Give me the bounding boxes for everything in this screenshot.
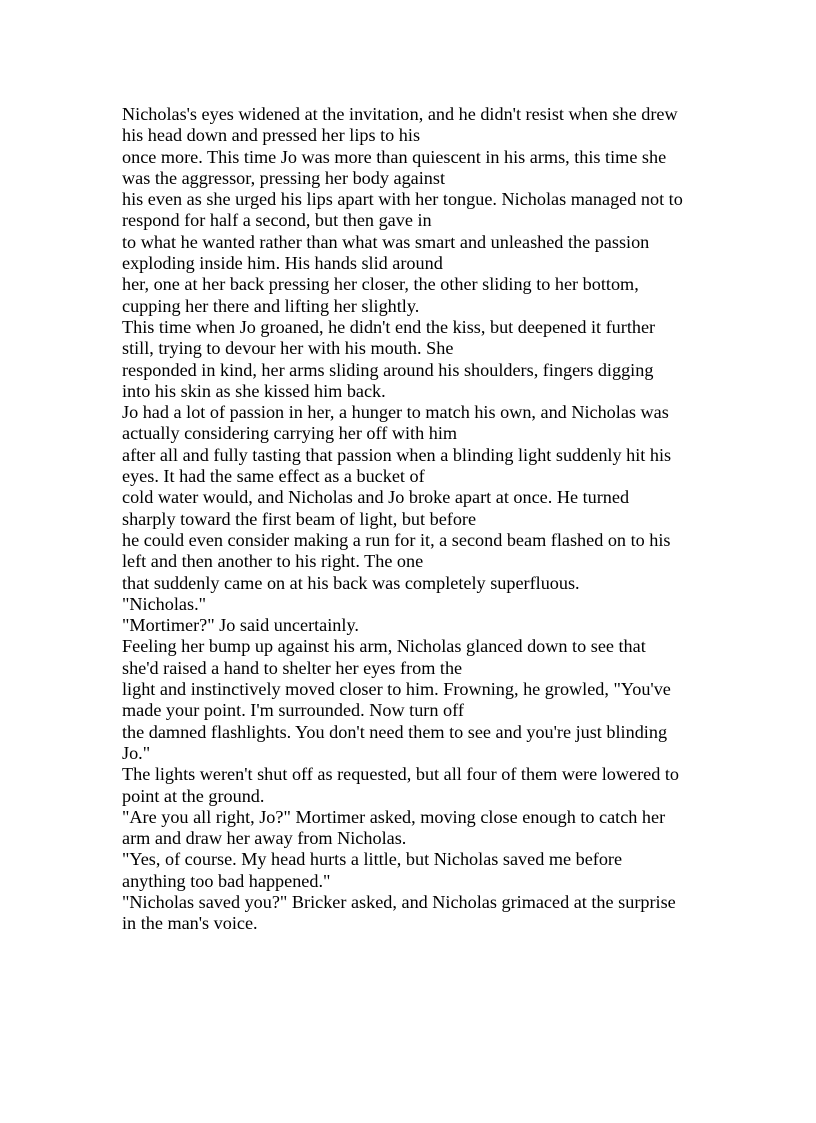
text-line: cupping her there and lifting her slightly. [122,295,420,316]
text-line: his head down and pressed her lips to his [122,125,421,146]
text-line: he could even consider making a run for it, a second beam flashed on to his [122,529,671,550]
body-text [122,104,712,935]
text-line: was the aggressor, pressing her body against [122,167,446,188]
text-line: arm and draw her away from Nicholas. [122,828,407,849]
text-line: actually considering carrying her off with him [122,423,458,444]
text-line: in the man's voice. [122,913,258,934]
text-line: the damned flashlights. You don't need them to see and you're just blinding [122,721,668,742]
text-line: anything too bad happened." [122,870,331,891]
text-line: that suddenly came on at his back was completely superfluous. [122,572,580,593]
text-line: Nicholas's eyes widened at the invitation, and he didn't resist when she drew [122,104,678,124]
text-line: exploding inside him. His hands slid around [122,253,443,274]
text-line: "Yes, of course. My head hurts a little, but Nicholas saved me before [122,849,623,870]
text-line: light and instinctively moved closer to him. Frowning, he growled, "You've [122,679,671,700]
text-line: Feeling her bump up against his arm, Nicholas glanced down to see that [122,636,646,657]
text-line: his even as she urged his lips apart with her tongue. Nicholas managed not to [122,189,683,210]
text-line: The lights weren't shut off as requested, but all four of them were lowered to [122,764,679,785]
text-line: she'd raised a hand to shelter her eyes from the [122,657,463,678]
text-line: eyes. It had the same effect as a bucket of [122,466,425,487]
text-line: This time when Jo groaned, he didn't end the kiss, but deepened it further [122,316,656,337]
text-line: Jo had a lot of passion in her, a hunger to match his own, and Nicholas was [122,402,669,423]
text-line: point at the ground. [122,785,265,806]
text-line: still, trying to devour her with his mouth. She [122,338,454,359]
text-line: her, one at her back pressing her closer, the other sliding to her bottom, [122,274,639,295]
text-line: respond for half a second, but then gave in [122,210,432,231]
text-line: responded in kind, her arms sliding around his shoulders, fingers digging [122,359,654,380]
text-line: to what he wanted rather than what was smart and unleashed the passion [122,231,650,252]
text-line: after all and fully tasting that passion when a blinding light suddenly hit his [122,444,672,465]
text-line: once more. This time Jo was more than quiescent in his arms, this time she [122,146,667,167]
text-line: "Are you all right, Jo?" Mortimer asked, moving close enough to catch her [122,806,666,827]
text-line: sharply toward the first beam of light, but before [122,508,477,529]
text-line: cold water would, and Nicholas and Jo broke apart at once. He turned [122,487,630,508]
text-line: "Mortimer?" Jo said uncertainly. [122,615,359,636]
text-line: "Nicholas." [122,593,207,614]
text-line: Jo." [122,742,151,763]
text-line: made your point. I'm surrounded. Now turn off [122,700,464,721]
text-line: into his skin as she kissed him back. [122,380,386,401]
text-line: left and then another to his right. The one [122,551,424,572]
text-line: "Nicholas saved you?" Bricker asked, and Nicholas grimaced at the surprise [122,891,676,912]
